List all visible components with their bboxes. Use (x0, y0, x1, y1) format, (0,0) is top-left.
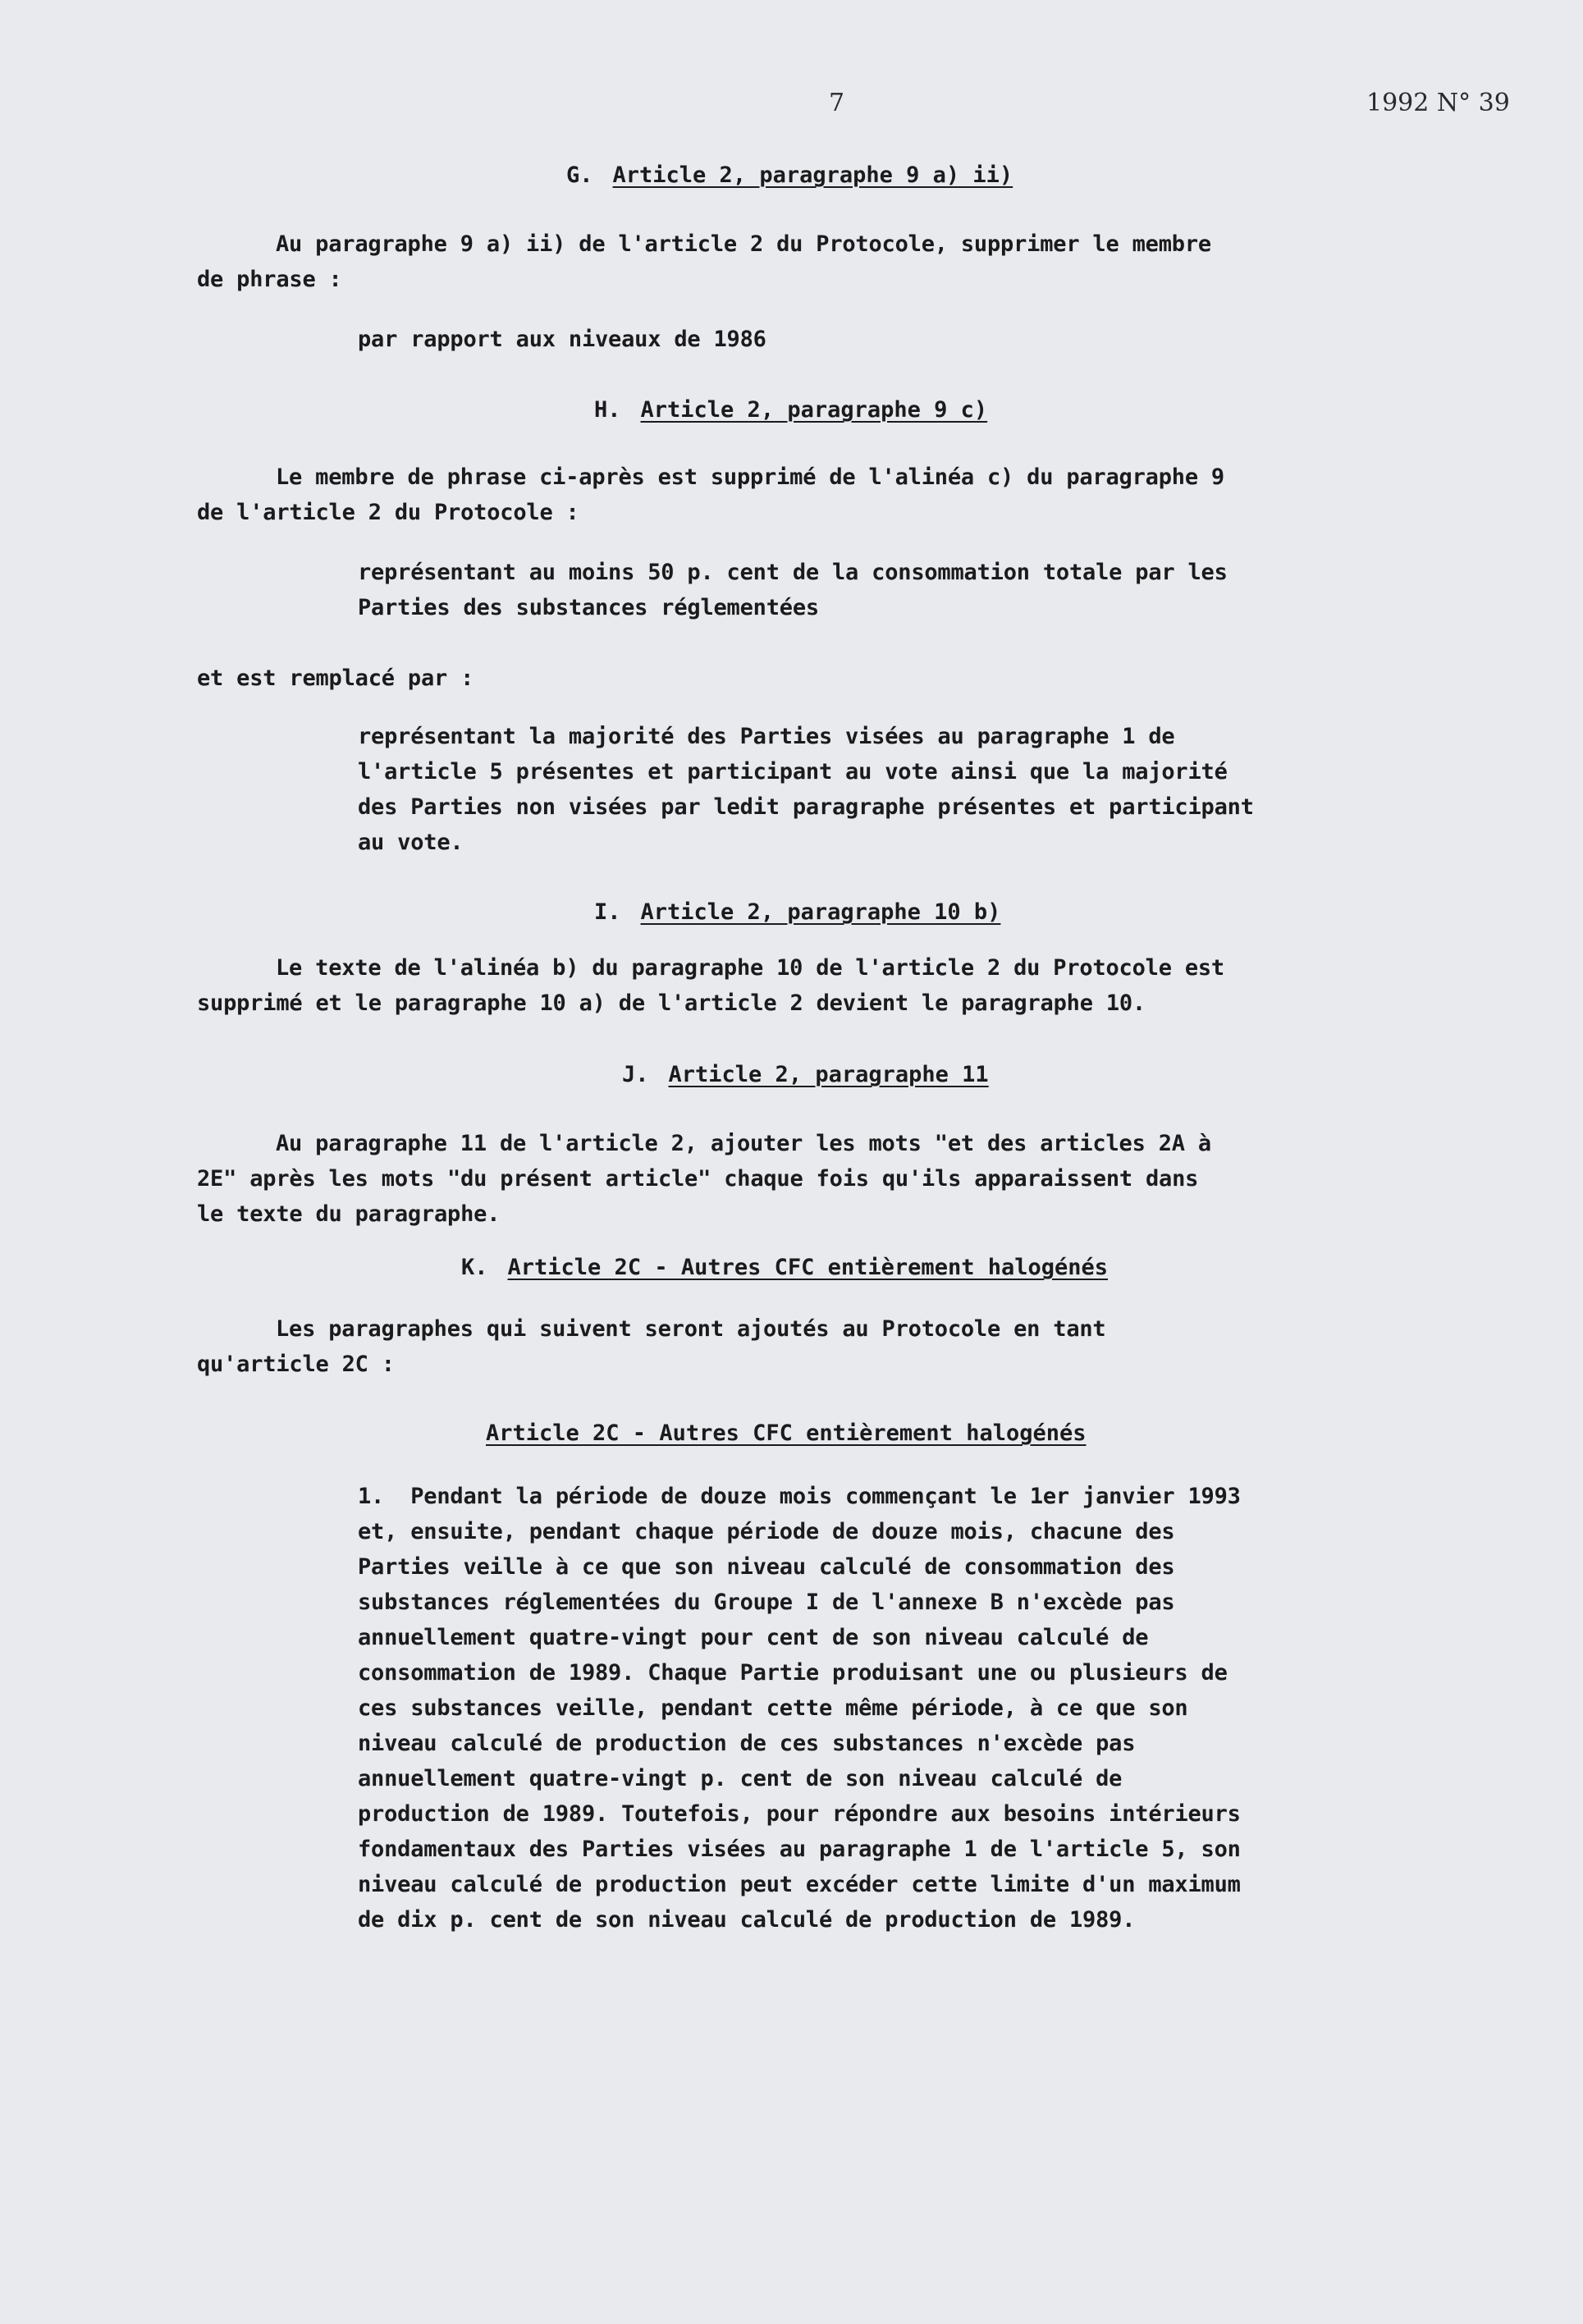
article-2c-para-line: Parties veille à ce que son niveau calculé de consommation des (358, 1554, 1175, 1580)
section-k-label: K. (461, 1255, 488, 1280)
section-k-para-line: qu'article 2C : (197, 1352, 395, 1377)
section-j-para-line: Au paragraphe 11 de l'article 2, ajouter les mots "et des articles 2A à (276, 1131, 1211, 1156)
section-h-quote-line: des Parties non visées par ledit paragraphe présentes et participant (358, 794, 1254, 820)
section-g-title: Article 2, paragraphe 9 a) ii) (612, 162, 1013, 188)
section-g-heading (566, 158, 1013, 193)
section-g-para-line: Au paragraphe 9 a) ii) de l'article 2 du Protocole, supprimer le membre (276, 231, 1211, 257)
article-2c-para-line: fondamentaux des Parties visées au paragraphe 1 de l'article 5, son (358, 1837, 1241, 1862)
section-h-quote-line: représentant au moins 50 p. cent de la consommation totale par les (358, 560, 1228, 585)
article-2c-para-line: annuellement quatre-vingt pour cent de son niveau calculé de (358, 1625, 1149, 1650)
article-2c-para-line: et, ensuite, pendant chaque période de douze mois, chacune des (358, 1519, 1175, 1544)
section-h-quote-line: Parties des substances réglementées (358, 595, 819, 620)
article-2c-para-line: annuellement quatre-vingt p. cent de son niveau calculé de (358, 1766, 1123, 1791)
section-g-label: G. (566, 162, 593, 188)
section-j-para-line: le texte du paragraphe. (197, 1201, 501, 1227)
section-g-quote: par rapport aux niveaux de 1986 (358, 327, 766, 352)
article-2c-para-line: niveau calculé de production peut excéder cette limite d'un maximum (358, 1872, 1241, 1897)
section-h-heading (594, 392, 987, 428)
section-k-para-line: Les paragraphes qui suivent seront ajoutés au Protocole en tant (276, 1316, 1106, 1342)
section-i-heading (594, 894, 1000, 930)
section-i-title: Article 2, paragraphe 10 b) (640, 899, 1001, 925)
section-i-para-line: Le texte de l'alinéa b) du paragraphe 10 de l'article 2 du Protocole est (276, 955, 1224, 981)
section-h-para-line: Le membre de phrase ci-après est supprimé de l'alinéa c) du paragraphe 9 (276, 464, 1224, 490)
page-number: 7 (829, 89, 845, 117)
section-k-title: Article 2C - Autres CFC entièrement halogénés (507, 1255, 1109, 1280)
section-h-quote-line: représentant la majorité des Parties visées au paragraphe 1 de (358, 724, 1175, 749)
section-h-quote-line: au vote. (358, 830, 464, 855)
section-j-heading (622, 1057, 989, 1092)
section-j-title: Article 2, paragraphe 11 (668, 1062, 989, 1087)
section-g-para-line: de phrase : (197, 267, 342, 292)
section-h-title: Article 2, paragraphe 9 c) (640, 397, 988, 423)
section-k-subtitle (486, 1416, 1087, 1451)
article-2c-para-line: production de 1989. Toutefois, pour répondre aux besoins intérieurs (358, 1801, 1241, 1827)
section-j-label: J. (622, 1062, 649, 1087)
article-2c-para-line: 1. Pendant la période de douze mois commençant le 1er janvier 1993 (358, 1484, 1241, 1509)
article-2c-para-line: consommation de 1989. Chaque Partie produisant une ou plusieurs de (358, 1660, 1228, 1686)
section-h-quote-line: l'article 5 présentes et participant au vote ainsi que la majorité (358, 759, 1228, 785)
section-h-replace-text: et est remplacé par : (197, 666, 474, 691)
article-2c-para-line: niveau calculé de production de ces substances n'excède pas (358, 1731, 1136, 1756)
document-reference: 1992 N° 39 (1366, 89, 1510, 117)
section-h-label: H. (594, 397, 621, 423)
article-2c-para-line: substances réglementées du Groupe I de l'annexe B n'excède pas (358, 1590, 1175, 1615)
article-2c-para-line: ces substances veille, pendant cette même période, à ce que son (358, 1695, 1188, 1721)
section-h-para-line: de l'article 2 du Protocole : (197, 500, 579, 525)
section-i-para-line: supprimé et le paragraphe 10 a) de l'article 2 devient le paragraphe 10. (197, 990, 1146, 1016)
article-2c-title: Article 2C - Autres CFC entièrement halogénés (486, 1420, 1087, 1446)
article-2c-para-line: de dix p. cent de son niveau calculé de production de 1989. (358, 1907, 1136, 1933)
section-j-para-line: 2E" après les mots "du présent article" chaque fois qu'ils apparaissent dans (197, 1166, 1199, 1192)
section-k-heading (461, 1250, 1108, 1285)
section-i-label: I. (594, 899, 621, 925)
